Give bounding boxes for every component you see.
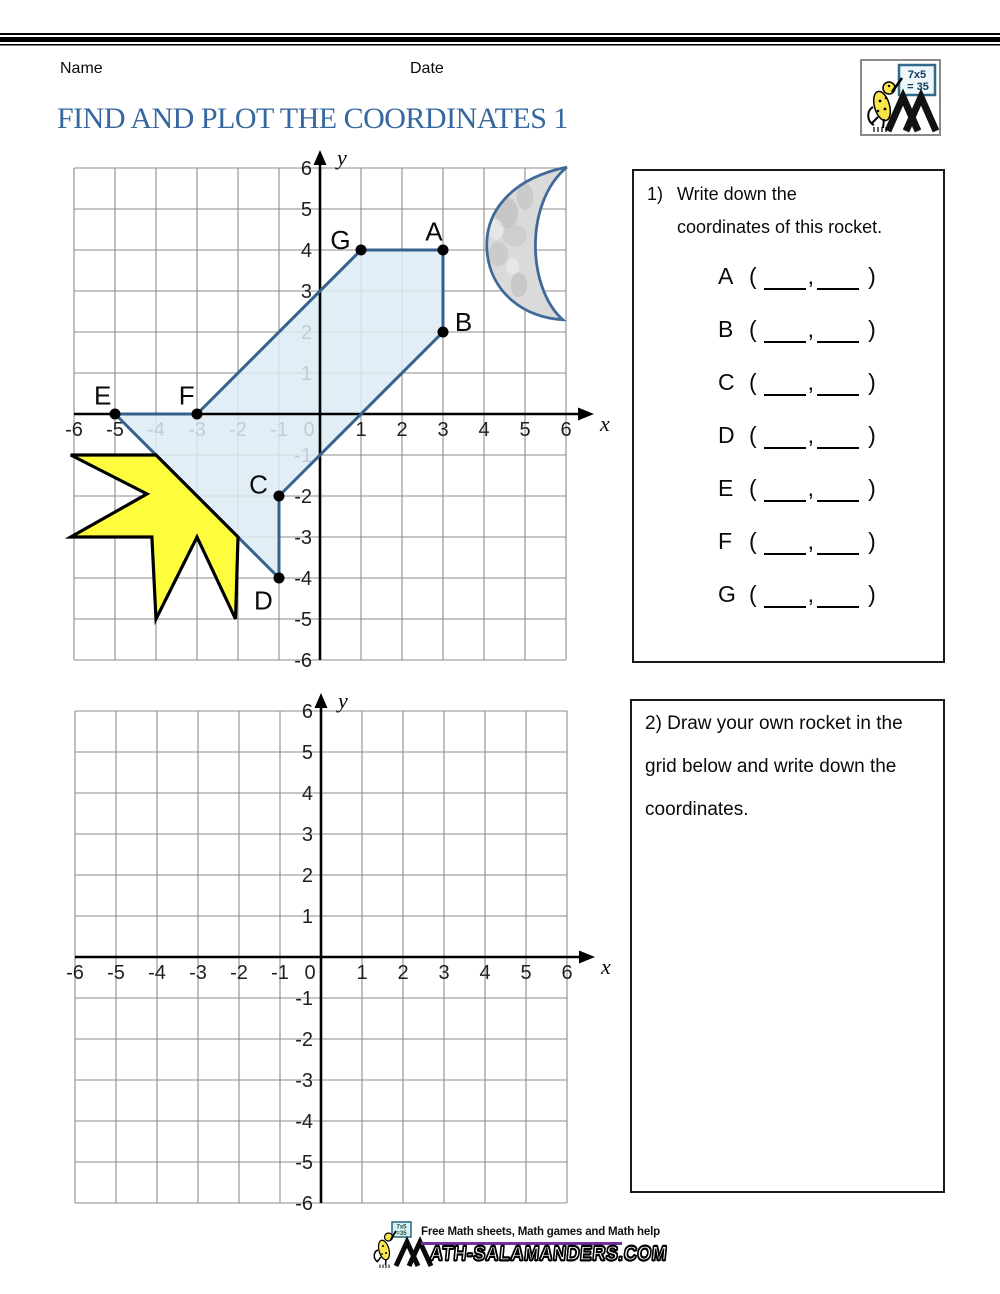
plotted-point-label-A: A [425, 216, 443, 247]
svg-text:-5: -5 [106, 419, 124, 441]
svg-text:-1: -1 [295, 988, 313, 1010]
svg-text:5: 5 [300, 199, 312, 221]
svg-text:-5: -5 [294, 609, 312, 631]
svg-text:1: 1 [301, 906, 313, 928]
logo-board-line2: = 35 [907, 81, 929, 93]
svg-text:3: 3 [301, 824, 313, 846]
question1-number: 1) [647, 184, 664, 204]
svg-text:4: 4 [300, 240, 312, 262]
close-paren: ) [868, 422, 876, 448]
close-paren: ) [868, 581, 876, 607]
svg-text:-6: -6 [294, 650, 312, 672]
plotted-point-label-C: C [249, 469, 268, 500]
coordinate-row-D [718, 418, 876, 449]
svg-text:-3: -3 [189, 962, 207, 984]
header-divider-rule [0, 33, 1000, 46]
coordinate-row-C [718, 365, 876, 396]
plotted-point-label-E: E [94, 380, 112, 411]
question2-box [630, 699, 945, 1193]
open-paren: ( [749, 316, 757, 342]
svg-text:0: 0 [304, 962, 316, 984]
open-paren: ( [749, 475, 757, 501]
svg-text:3: 3 [438, 962, 450, 984]
comma: , [807, 316, 815, 342]
y-answer-blank [817, 476, 859, 502]
svg-text:2: 2 [396, 419, 408, 441]
point-letter: G [718, 581, 736, 607]
coordinate-row-G [718, 577, 876, 608]
open-paren: ( [749, 581, 757, 607]
point-letter: E [718, 475, 734, 501]
point-letter: D [718, 422, 735, 448]
question2-line1: 2) Draw your own rocket in the [645, 713, 903, 734]
coordinate-answer-list [718, 259, 876, 630]
svg-text:-6: -6 [65, 419, 83, 441]
svg-text:3: 3 [437, 419, 449, 441]
svg-text:-4: -4 [148, 962, 166, 984]
question2-line3: coordinates. [645, 799, 749, 820]
plotted-point-label-G: G [330, 224, 351, 255]
svg-text:-4: -4 [294, 568, 312, 590]
svg-text:4: 4 [301, 783, 313, 805]
svg-text:-6: -6 [66, 962, 84, 984]
coordinate-row-A [718, 259, 876, 290]
question1-text2: coordinates of this rocket. [677, 217, 883, 237]
svg-text:-1: -1 [271, 962, 289, 984]
plotted-point-label-F: F [178, 380, 195, 411]
close-paren: ) [868, 528, 876, 554]
svg-text:-2: -2 [295, 1029, 313, 1051]
point-letter: C [718, 369, 735, 395]
point-letter: F [718, 528, 733, 554]
y-answer-blank [817, 582, 859, 608]
svg-text:-5: -5 [295, 1152, 313, 1174]
footer-m-glyph [396, 1242, 431, 1266]
svg-text:-3: -3 [295, 1070, 313, 1092]
open-paren: ( [749, 422, 757, 448]
footer-tagline: Free Math sheets, Math games and Math help [421, 1226, 660, 1238]
open-paren: ( [749, 369, 757, 395]
svg-text:4: 4 [479, 962, 491, 984]
y-answer-blank [817, 529, 859, 555]
open-paren: ( [749, 528, 757, 554]
coordinate-row-E [718, 471, 876, 502]
logo-board-line1: 7x5 [907, 69, 927, 81]
y-answer-blank [817, 423, 859, 449]
x-answer-blank [764, 317, 806, 343]
svg-text:-4: -4 [295, 1111, 313, 1133]
math-salamanders-logo [860, 59, 941, 136]
svg-text:-5: -5 [107, 962, 125, 984]
svg-text:1: 1 [356, 962, 368, 984]
comma: , [807, 475, 815, 501]
question1-text1: Write down the [677, 184, 797, 204]
svg-text:2: 2 [301, 865, 313, 887]
close-paren: ) [868, 475, 876, 501]
footer-board-line1: 7x5 [396, 1224, 407, 1231]
date-label: Date [410, 60, 444, 77]
svg-text:3: 3 [300, 281, 312, 303]
svg-text:6: 6 [560, 419, 572, 441]
question1-line1 [647, 184, 797, 205]
footer-site-name: ATH-SALAMANDERS.COM [428, 1243, 669, 1265]
coordinate-row-F [718, 524, 876, 555]
comma: , [807, 422, 815, 448]
question1-box [632, 169, 945, 663]
comma: , [807, 263, 815, 289]
plotted-point-label-D: D [254, 585, 273, 616]
x-answer-blank [764, 582, 806, 608]
svg-text:6: 6 [300, 158, 312, 180]
svg-text:4: 4 [478, 419, 490, 441]
svg-text:6: 6 [561, 962, 573, 984]
svg-text:1: 1 [355, 419, 367, 441]
plotted-point-label-B: B [454, 306, 473, 337]
comma: , [807, 581, 815, 607]
x-answer-blank [764, 476, 806, 502]
logo-m-glyph [888, 97, 936, 131]
y-answer-blank [817, 317, 859, 343]
x-answer-blank [764, 370, 806, 396]
svg-text:2: 2 [397, 962, 409, 984]
svg-text:-6: -6 [295, 1193, 313, 1215]
open-paren: ( [749, 263, 757, 289]
salamander-logo-icon [862, 61, 939, 134]
question2-line2: grid below and write down the [645, 756, 897, 777]
svg-text:x: x [600, 411, 610, 436]
close-paren: ) [868, 369, 876, 395]
svg-text:5: 5 [520, 962, 532, 984]
svg-text:-2: -2 [230, 962, 248, 984]
x-answer-blank [764, 423, 806, 449]
x-answer-blank [764, 529, 806, 555]
y-answer-blank [817, 264, 859, 290]
empty-coordinate-grid [40, 690, 640, 1225]
svg-text:x: x [601, 954, 611, 979]
close-paren: ) [868, 263, 876, 289]
svg-text:y: y [338, 688, 348, 713]
coordinate-grid-with-rocket [40, 145, 640, 683]
svg-text:y: y [337, 145, 347, 170]
point-letter: B [718, 316, 734, 342]
footer-board-line2: =35 [396, 1231, 407, 1237]
svg-text:5: 5 [519, 419, 531, 441]
y-answer-blank [817, 370, 859, 396]
close-paren: ) [868, 316, 876, 342]
page-title: FIND AND PLOT THE COORDINATES 1 [57, 102, 568, 135]
comma: , [807, 528, 815, 554]
comma: , [807, 369, 815, 395]
footer-salamander [374, 1231, 396, 1268]
name-label: Name [60, 60, 103, 77]
svg-text:5: 5 [301, 742, 313, 764]
point-letter: A [718, 263, 734, 289]
coordinate-row-B [718, 312, 876, 343]
svg-text:6: 6 [301, 701, 313, 723]
svg-text:-3: -3 [294, 527, 312, 549]
svg-text:-2: -2 [294, 486, 312, 508]
x-answer-blank [764, 264, 806, 290]
